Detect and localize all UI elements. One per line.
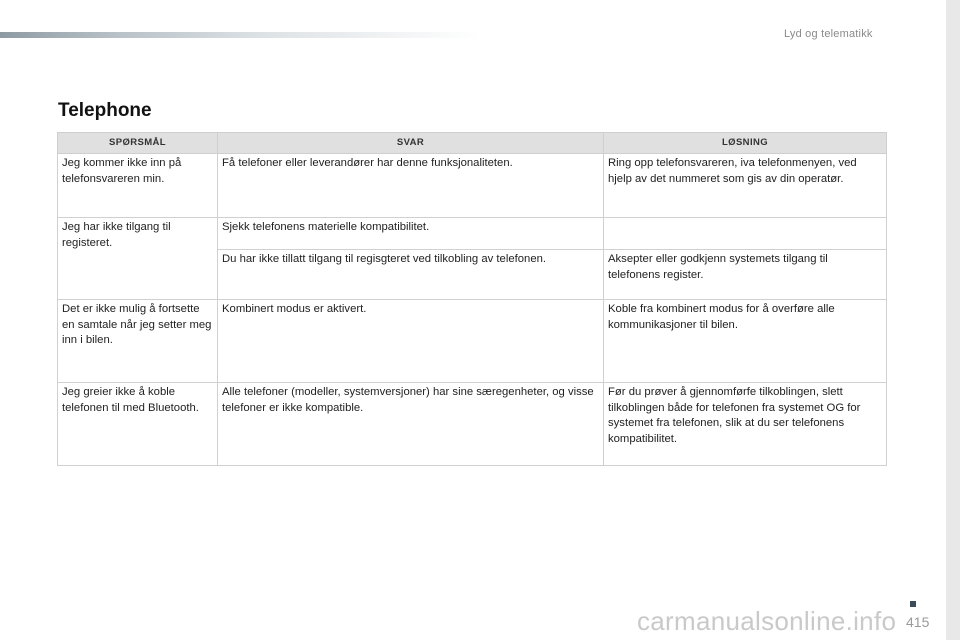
table-row	[58, 154, 887, 218]
table-row	[58, 300, 887, 383]
page-edge-strip	[946, 0, 960, 640]
answer-cell: Kombinert modus er aktivert.	[218, 300, 604, 383]
header-gradient-bar	[0, 32, 480, 38]
solution-cell: Ring opp telefonsvareren, iva telefonmenyen, ved hjelp av det nummeret som gis av din operatør.	[604, 154, 887, 218]
header-answer: SVAR	[218, 133, 604, 154]
header-solution: LØSNING	[604, 133, 887, 154]
header-question: SPØRSMÅL	[58, 133, 218, 154]
question-cell: Jeg kommer ikke inn på telefonsvareren min.	[58, 154, 218, 218]
page-title: Telephone	[58, 100, 152, 121]
table-header-row	[58, 133, 887, 154]
page-marker-icon	[910, 601, 916, 607]
solution-cell: Før du prøver å gjennomførfe tilkoblingen, slett tilkoblingen både for telefonen fra systemet OG for systemet fra telefonen, slik at du ser telefonens kompatibilitet.	[604, 383, 887, 466]
solution-cell: Koble fra kombinert modus for å overføre alle kommunikasjoner til bilen.	[604, 300, 887, 383]
question-cell: Jeg har ikke tilgang til registeret.	[58, 218, 218, 300]
answer-cell: Alle telefoner (modeller, systemversjoner) har sine særegenheter, og visse telefoner er ikke kompatible.	[218, 383, 604, 466]
faq-table	[57, 132, 887, 466]
watermark: carmanualsonline.info	[637, 606, 897, 636]
answer-cell: Sjekk telefonens materielle kompatibilitet.	[218, 218, 604, 250]
question-cell: Jeg greier ikke å koble telefonen til med Bluetooth.	[58, 383, 218, 466]
section-label: Lyd og telematikk	[784, 28, 873, 40]
answer-cell: Du har ikke tillatt tilgang til regisgteret ved tilkobling av telefonen.	[218, 250, 604, 300]
page-number: 415	[906, 614, 930, 630]
solution-cell: Aksepter eller godkjenn systemets tilgang til telefonens register.	[604, 250, 887, 300]
table-row	[58, 218, 887, 250]
solution-cell	[604, 218, 887, 250]
question-cell: Det er ikke mulig å fortsette en samtale når jeg setter meg inn i bilen.	[58, 300, 218, 383]
answer-cell: Få telefoner eller leverandører har denne funksjonaliteten.	[218, 154, 604, 218]
table-row	[58, 383, 887, 466]
